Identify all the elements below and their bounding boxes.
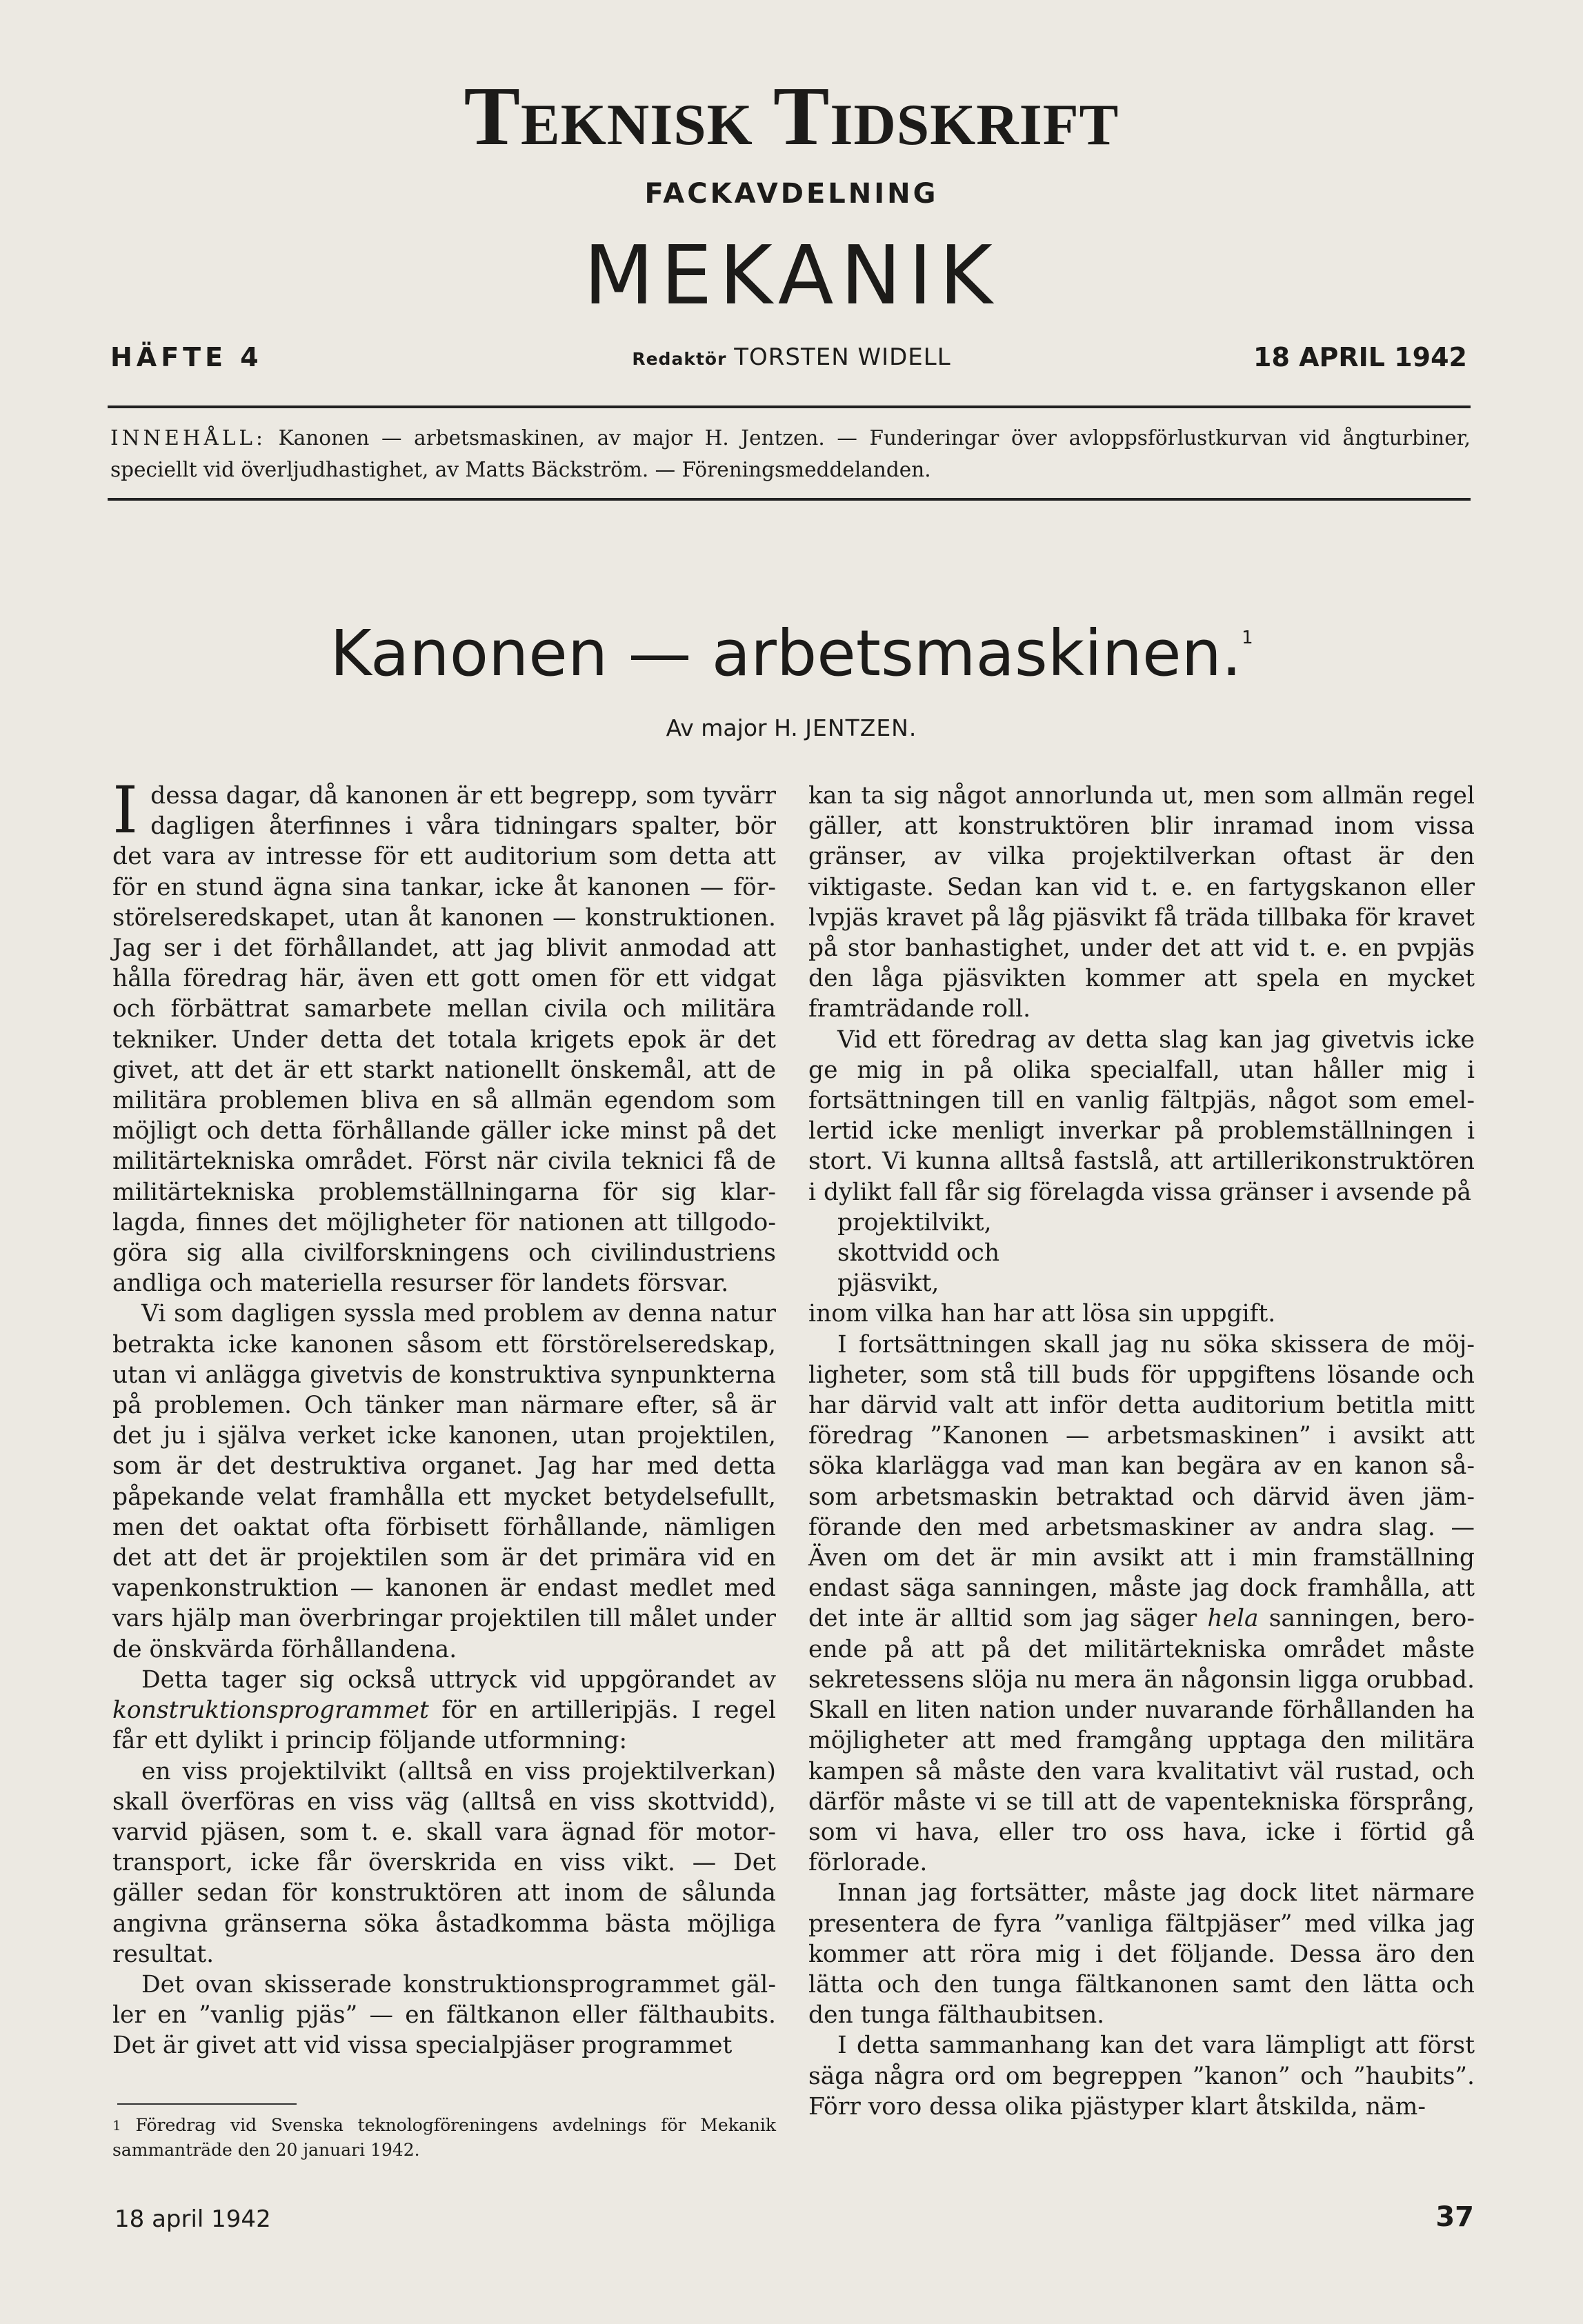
footnote-number: 1: [112, 2117, 121, 2134]
department-label: FACKAVDELNING: [644, 178, 939, 210]
article-title-text: Kanonen — arbetsmaskinen.: [330, 617, 1242, 690]
paragraph: Innan jag fortsätter, måste jag dock litet närmare presentera de fyra ”vanliga fältpjäser” med vilka jag kommer att röra mig i det följande. Dessa äro den lätta och den tunga fältkanonen samt den lätta och den tunga fälthaubitsen.: [808, 1879, 1475, 2030]
emphasis: hela: [1207, 1605, 1259, 1633]
paragraph-text: dessa dagar, då kanonen är ett begrepp, som tyvärr dagligen återfinnes i våra tidningars spalter, bör det vara av intresse för ett auditorium som detta att för en stund ägna sina tankar, icke åt kanonen — förstörelseredskapet, utan åt kanonen — konstruktionen. Jag ser i det förhållandet, att jag blivit anmodad att hålla föredrag här, även ett gott omen för ett vidgat och förbättrat samarbete mellan civila och militära tekniker. Under detta det totala krigets epok är det givet, att det är ett starkt nationellt önskemål, att de militära problemen bliva en så allmän egendom som möjligt och detta förhållande gäller icke minst på det militärtekniska området. Först när civila teknici få de militärtekniska problemställningarna för sig klarlagda, finnes det möjligheter för nationen att tillgodogöra sig alla civilforskningens och civilindustriens andliga och materiella resurser för landets försvar.: [112, 782, 776, 1298]
paragraph: [112, 773, 776, 1299]
paragraph: I detta sammanhang kan det vara lämpligt att först säga några ord om begreppen ”kanon” och ”haubits”. Förr voro dessa olika pjästyper klart åtskilda, näm-: [808, 2032, 1475, 2121]
byline-name: JENTZEN.: [805, 714, 917, 741]
paragraph: Det ovan skisserade konstruktionsprogrammet gäller en ”vanlig pjäs” — en fältkanon eller fälthaubits. Det är givet att vid vissa specialpjäser programmet: [112, 1970, 776, 2060]
journal-title: Teknisk Tidskrift: [464, 70, 1119, 163]
drop-cap: I: [112, 773, 139, 848]
article-title: [0, 617, 1583, 690]
contents-bottom-rule: [108, 498, 1471, 501]
paragraph: [808, 1330, 1475, 1879]
contents-text: Kanonen — arbetsmaskinen, av major H. Jentzen. — Funderingar över avloppsförlustkurvan vid ångturbiner, speciellt vid överljudhastighet, av Matts Bäckström. — Föreningsmeddelanden.: [110, 426, 1471, 481]
paragraph-text: Detta tager sig också uttryck vid uppgörandet av: [141, 1665, 776, 1694]
paragraph: inom vilka han har att lösa sin uppgift.: [808, 1300, 1276, 1328]
paragraph-text: sanningen, beroende på att på det militärtekniska området måste sekretessens slöja nu mera än någonsin ligga orubbad. Skall en liten nation under nuvarande förhållanden ha möjligheter att med framgång upptaga den militära kampen så måste den vara kvalitativt väl rustad, och därför måste vi se till att de vapentekniska försprång, som vi hava, eller tro oss hava, icke i förtid gå förlorade.: [808, 1605, 1475, 1877]
list-item: projektilvikt,: [837, 1208, 992, 1236]
contents-label: INNEHÅLL:: [110, 426, 266, 450]
paragraph: Vi som dagligen syssla med problem av denna natur betrakta icke kanonen såsom ett förstörelseredskap, utan vi anlägga givetvis de konstruktiva synpunkterna på problemen. Och tänker man närmare efter, så är det ju i själva verket icke kanonen, utan projektilen, som är det destruktiva organet. Jag har med detta påpekande velat framhålla ett mycket betydelsefullt, men det oaktat ofta förbisett förhållande, nämligen det att det är projektilen som är det primära vid en vapenkonstruktion — kanonen är endast medlet med vars hjälp man överbringar projektilen till målet under de önskvärda förhållandena.: [112, 1300, 776, 1663]
section-title: MEKANIK: [584, 228, 999, 323]
paragraph-text: för en artilleripjäs. I regel får ett dylikt i princip följande utformning:: [112, 1696, 776, 1755]
footnote-marker: 1: [1242, 628, 1253, 648]
paragraph: en viss projektilvikt (alltså en viss projektilverkan) skall överföras en viss väg (alltså en viss skottvidd), varvid pjäsen, som t. e. skall vara ägnad för motortransport, icke får överskrida en viss vikt. — Det gäller sedan för konstruktören att inom de sålunda angivna gränserna söka åstadkomma bästa möjliga resultat.: [112, 1757, 776, 1968]
paragraph-text: I fortsättningen skall jag nu söka skissera de möjligheter, som stå till buds för uppgiftens lösande och har därvid valt att inför detta auditorium betitla mitt föredrag ”Kanonen — arbetsmaskinen” i avsikt att söka klarlägga vad man kan begära av en kanon såsom arbetsmaskin betraktad och därvid även jämförande den med arbetsmaskiner av andra slag. — Även om det är min avsikt att i min framställning endast säga sanningen, måste jag dock framhålla, att det inte är alltid som jag säger: [808, 1330, 1475, 1633]
footnote: [112, 2113, 776, 2163]
paragraph: [112, 1665, 776, 1756]
editor-role: Redaktör: [632, 349, 727, 369]
article-column-left: [112, 773, 776, 2061]
list-item: pjäsvikt,: [837, 1270, 939, 1298]
emphasis: konstruktionsprogrammet: [112, 1696, 429, 1725]
byline: [0, 714, 1583, 741]
issue-date: 18 APRIL 1942: [1253, 342, 1467, 372]
contents-top-rule: [108, 405, 1471, 408]
paragraph: kan ta sig något annorlunda ut, men som allmän regel gäller, att konstruktören blir inramad inom vissa gränser, av vilka projektilverkan oftast är den viktigaste. Sedan kan vid t. e. en fartygskanon eller lvpjäs kravet på låg pjäsvikt få träda tillbaka för kravet på stor banhastighet, under det att vid t. e. en pvpjäs den låga pjäsvikten kommer att spela en mycket framträdande roll.: [808, 782, 1475, 1023]
footnote-rule: [117, 2103, 297, 2105]
paragraph: Vid ett föredrag av detta slag kan jag givetvis icke ge mig in på olika specialfall, utan håller mig i fortsättningen till en vanlig fältpjäs, något som emellertid icke menligt inverkar på problemställningen i stort. Vi kunna alltså fastslå, att artillerikonstruktören i dylikt fall får sig förelagda vissa gränser i avsende på: [808, 1025, 1475, 1206]
list-item: skottvidd och: [837, 1239, 1000, 1268]
article-column-right: [808, 781, 1475, 2122]
table-of-contents: [110, 422, 1471, 485]
byline-prefix: Av major H.: [666, 714, 798, 741]
page-number: 37: [1435, 2201, 1474, 2233]
footnote-text: Föredrag vid Svenska teknologföreningens avdelnings för Mekanik sammanträde den 20 januari 1942.: [112, 2115, 776, 2160]
editor-name: TORSTEN WIDELL: [734, 343, 951, 371]
footer-date: 18 april 1942: [115, 2205, 271, 2233]
issue-number: HÄFTE 4: [110, 342, 263, 372]
